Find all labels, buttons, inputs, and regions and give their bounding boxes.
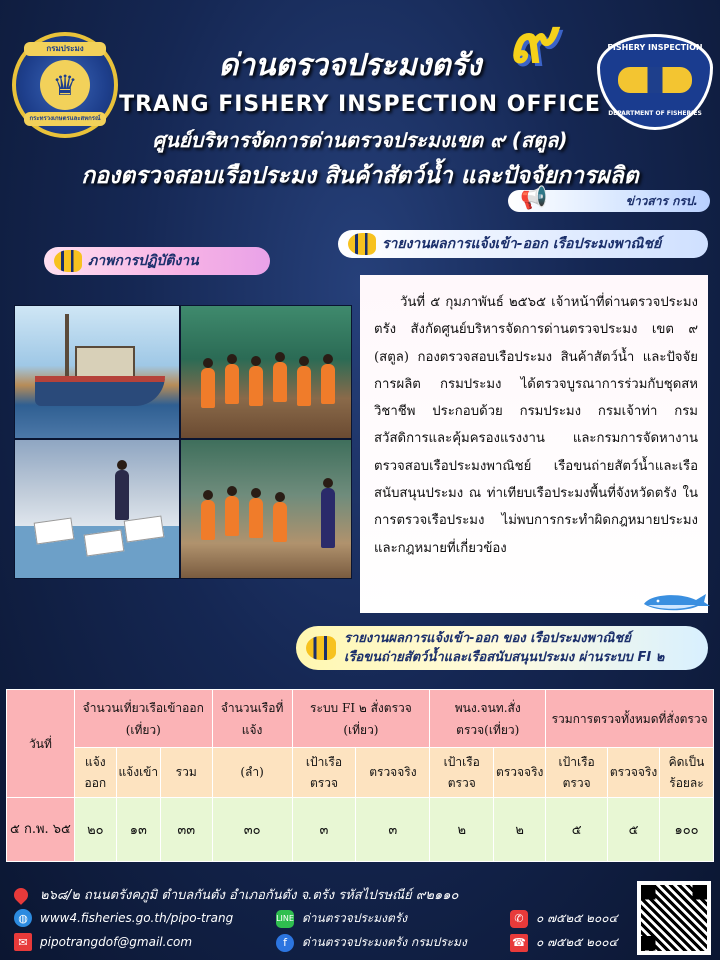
subheader-total-actual: ตรวจจริง (608, 748, 660, 798)
phone-icon: ✆ (510, 910, 528, 928)
table-header-trips: จำนวนเที่ยวเรือเข้าออก (เที่ยว) (74, 690, 212, 748)
photo-crew-lineup (180, 305, 352, 439)
subheader-trips-out: แจ้งออก (74, 748, 116, 798)
subheader-staff-target: เป้าเรือตรวจ (430, 748, 494, 798)
subheader-total-target: เป้าเรือตรวจ (546, 748, 608, 798)
fi2-banner-line1: รายงานผลการแจ้งเข้า-ออก ของ เรือประมงพาณิชย์ (344, 631, 631, 646)
cell-date: ๕ ก.พ. ๖๕ (7, 798, 75, 862)
inspection-stats-table (6, 689, 714, 862)
page-title-english: TRANG FISHERY INSPECTION OFFICE (119, 92, 601, 117)
cell-trips-total: ๓๓ (160, 798, 212, 862)
qr-code-icon[interactable] (637, 881, 711, 955)
line-text[interactable]: ด่านตรวจประมงตรัง (302, 911, 408, 925)
line-app-icon: LINE (276, 910, 294, 928)
table-header-fi2: ระบบ FI ๒ สั่งตรวจ (เที่ยว) (292, 690, 430, 748)
footer-address (14, 884, 634, 905)
megaphone-icon: 📢 (520, 186, 548, 211)
fish-icon (54, 250, 82, 272)
page-title-thai: ด่านตรวจประมงตรัง (218, 48, 482, 83)
cell-boats: ๓๐ (212, 798, 292, 862)
address-text: ๒๖๘/๒ ถนนตรังคภูมิ ตำบลกันตัง อำเภอกันตัง จ.ตรัง รหัสไปรษณีย์ ๙๒๑๑๐ (40, 888, 459, 903)
footer-phone (510, 909, 618, 928)
cell-trips-in: ๑๓ (116, 798, 160, 862)
subheader-trips-total: รวม (160, 748, 212, 798)
report-section-label (338, 230, 708, 258)
table-row (7, 798, 714, 862)
cell-total-target: ๕ (546, 798, 608, 862)
footer-facebook[interactable] (276, 933, 467, 952)
globe-icon: ◍ (14, 909, 32, 927)
fi2-banner-line2: เรือขนถ่ายสัตว์น้ำและเรือสนับสนุนประมง ผ่านระบบ FI ๒ (344, 650, 665, 665)
fishery-inspection-logo (597, 34, 713, 130)
location-pin-icon (11, 885, 31, 905)
footer-email[interactable] (14, 933, 192, 951)
subheader-trips-in: แจ้งเข้า (116, 748, 160, 798)
photo-crew-check (180, 439, 352, 579)
cell-total-percent: ๑๐๐ (660, 798, 714, 862)
table-header-boats: จำนวนเรือที่แจ้ง (212, 690, 292, 748)
logo-right-bottom-text: DEPARTMENT OF FISHERIES (608, 110, 702, 117)
footer-fax (510, 933, 618, 952)
table-header-date: วันที่ (7, 690, 75, 798)
mail-icon: ✉ (14, 933, 32, 951)
cell-staff-actual: ๒ (494, 798, 546, 862)
cell-trips-out: ๒๐ (74, 798, 116, 862)
report-paragraph: วันที่ ๕ กุมภาพันธ์ ๒๕๖๕ เจ้าหน้าที่ด่านตรวจประมงตรัง สังกัดศูนย์บริหารจัดการด่านตรวจประมง เขต ๙ (สตูล) กองตรวจสอบเรือประมง สินค้าสัตว์น้ำ และปัจจัยการผลิต กรมประมง ได้ตรวจบูรณาการร่วมกับชุดสหวิชาชีพ ประกอบด้วย กรมประมง กรมเจ้าท่า กรมสวัสดิการและคุ้มครองแรงงาน และกรมการจัดหางาน ตรวจสอบเรือประมงพาณิชย์ เรือขนถ่ายสัตว์น้ำและเรือสนับสนุนประมง ณ ท่าเทียบเรือประมงพื้นที่จังหวัดตรัง ในการตรวจเรือประมง ไม่พบการกระทำผิดกฎหมายประมงและกฎหมายที่เกี่ยวข้อง (374, 295, 698, 556)
fax-text: ๐ ๗๕๒๕ ๒๐๐๔ (536, 935, 618, 949)
activity-photo-collage (14, 305, 352, 579)
activity-label-text: ภาพการปฏิบัติงาน (88, 253, 199, 269)
news-label: ข่าวสาร กรป. (625, 194, 698, 208)
email-text[interactable]: pipotrangdof@gmail.com (40, 935, 193, 949)
cell-fi2-actual: ๓ (356, 798, 430, 862)
logo-left-bottom-text: กระทรวงเกษตรและสหกรณ์ (24, 112, 106, 126)
report-label-text: รายงานผลการแจ้งเข้า-ออก เรือประมงพาณิชย์ (382, 236, 662, 252)
report-text-box (360, 275, 708, 613)
photo-fishing-boat (14, 305, 180, 439)
facebook-icon: f (276, 934, 294, 952)
division-name: กองตรวจสอบเรือประมง สินค้าสัตว์น้ำ และปัจจัยการผลิต (81, 163, 639, 189)
subheader-total-percent: คิดเป็นร้อยละ (660, 748, 714, 798)
footer-website[interactable] (14, 909, 233, 927)
wings-icon (618, 67, 692, 93)
fi2-report-banner (296, 626, 708, 670)
whale-icon (640, 590, 712, 614)
website-text[interactable]: www4.fisheries.go.th/pipo-trang (40, 911, 234, 925)
center-name: ศูนย์บริหารจัดการด่านตรวจประมงเขต ๙ (สตูล) (152, 128, 568, 152)
footer-line[interactable] (276, 909, 407, 928)
logo-right-top-text: FISHERY INSPECTION (607, 43, 703, 52)
fish-icon (306, 636, 336, 660)
subheader-fi2-target: เป้าเรือตรวจ (292, 748, 356, 798)
department-of-fisheries-logo (12, 32, 118, 138)
subheader-staff-actual: ตรวจจริง (494, 748, 546, 798)
phone-text: ๐ ๗๕๒๕ ๒๐๐๔ (536, 911, 618, 925)
table-header-staff: พนง.จนท.สั่งตรวจ(เที่ยว) (430, 690, 546, 748)
subheader-fi2-actual: ตรวจจริง (356, 748, 430, 798)
fish-icon (348, 233, 376, 255)
table-header-total: รวมการตรวจทั้งหมดที่สั่งตรวจ (546, 690, 714, 748)
cell-staff-target: ๒ (430, 798, 494, 862)
cell-fi2-target: ๓ (292, 798, 356, 862)
fax-icon: ☎ (510, 934, 528, 952)
subheader-boats-unit: (ลำ) (212, 748, 292, 798)
region-number: ๙ (508, 4, 554, 77)
activity-section-label (44, 247, 270, 275)
cell-total-actual: ๕ (608, 798, 660, 862)
photo-document-inspection (14, 439, 180, 579)
emblem-icon: ♛ (40, 60, 90, 110)
logo-left-top-text: กรมประมง (24, 42, 106, 56)
facebook-text[interactable]: ด่านตรวจประมงตรัง กรมประมง (302, 935, 467, 949)
